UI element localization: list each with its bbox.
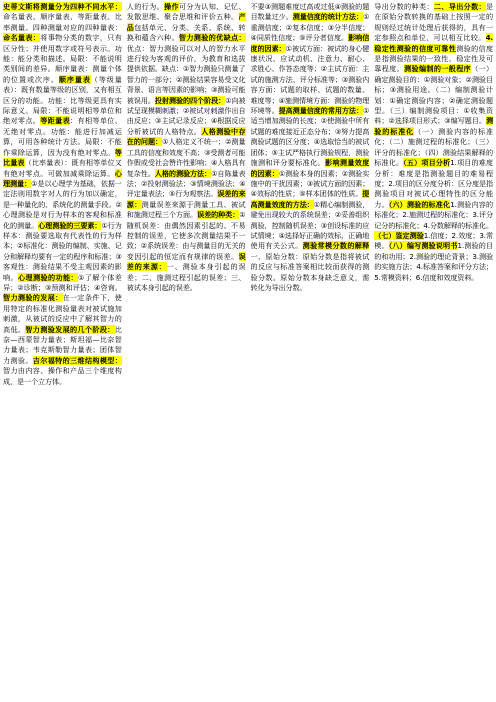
body-text: 优点：智力测验可以对人的智力水平进行较为客观的评价，为教育和选拔提供依据。缺点：①智力测验只测量了智力的一部分；②测验结果容易受文化背景、语言等因素的影响；③测验可能被误用。 [126, 43, 246, 105]
body-text: 1.信度；2.效度；3.常模。 [374, 230, 493, 251]
highlighted-heading: 顺序量表 [58, 74, 91, 84]
text-column-4 [374, 2, 493, 700]
highlighted-heading: 测验常模分数的解释 [302, 241, 370, 251]
highlighted-heading: 投射测验的四个阶段： [154, 95, 226, 105]
text-column-1 [3, 2, 122, 700]
highlighted-heading: 误差的种类： [197, 210, 240, 220]
highlighted-heading: 等距量表 [40, 116, 71, 126]
body-text: ①是以心理学为基础，依据一定法则用数字对人的行为加以确定，是一种量化的、系统化的测量手段。②心理测验是对行为样本的客观和标准化的测量。 [3, 178, 122, 230]
body-text: 1.项目的难度分析：难度是指测验题目的难易程度；2.项目的区分度分析：区分度是指测验项目对被试心理特性的区分能力。 [374, 158, 493, 209]
highlighted-heading: 人格的测验方法： [154, 168, 212, 178]
body-text: （等级量表）：既有数量等级的区别，又有相互区分的功能。功能：比等级更具有实际意义。局限：不能说明相等单位和绝对零点。 [3, 74, 122, 126]
highlighted-heading: 心理测量： [3, 168, 122, 188]
highlighted-heading: 史蒂文斯将测量分为四种不同水平： [3, 2, 122, 11]
highlighted-heading: 命名量表： [3, 33, 41, 43]
highlighted-heading: 二、导出分数： [433, 2, 486, 11]
body-text: ①重测信度；②复本信度；③分半信度；④同质性信度；⑤评分者信度。 [250, 12, 370, 43]
highlighted-heading: 测验的标准化 [374, 116, 493, 136]
body-text: ①被试方面：被试的身心健康状况、应试动机、注意力、耐心、求胜心、作答态度等；②主试方面：主试的施测方法、评分标准等；③测验内容方面：试题的取样、试题的数量、难度等；④施测情境方面：测验的物理环境等。 [250, 43, 370, 116]
body-text: （一）确定测验目的：①测验对象；②测验目标；③测验用途。（二）编制测验计划：①确定测验内容；②确定测验题型。（三）编制测验项目：①收集资料；②选择项目形式；③编写题目。 [374, 64, 493, 126]
body-text: 比奈—西蒙智力量表；斯坦福—比奈智力量表；韦克斯勒智力量表；团体智力测验。 [3, 324, 122, 365]
body-text: 一、测验本身引起的误差；二、施测过程引起的误差；三、被试本身引起的误差。 [126, 262, 246, 292]
highlighted-heading: 等比量表 [3, 147, 122, 168]
highlighted-heading: 4.稳定性测验的信度可靠性 [374, 33, 493, 53]
highlighted-heading: 智力测验的发展： [3, 293, 63, 303]
body-text: ①测验本身的因素；②测验实施中的干扰因素；③被试方面的因素；④效标的性质；⑤样本团体的性质。 [250, 168, 370, 199]
highlighted-heading: （五）项目分析 [403, 158, 451, 168]
body-text: 测验的信度是指测验结果的一致性、稳定性及可靠程度。 [374, 43, 493, 74]
highlighted-heading: 提高测量效度的方法： [250, 189, 370, 209]
text-column-3 [251, 2, 370, 700]
body-text: 包括单元、分类、关系、系统、转换和蕴含六种。 [126, 22, 246, 43]
highlighted-heading: （六）测验的标准化 [388, 199, 451, 209]
highlighted-heading: （七）鉴定测验 [374, 230, 424, 240]
body-text: 在一定条件下，使用特定的标准化测验量表对被试施加刺激，从被试的反应中了解其智力的高低。 [3, 293, 122, 334]
body-text: 将事物分类的数字，只有区分性；并使用数字或符号表示。功能：能分类和描述。局限：不能说明类别间的差异。顺序量表：测量个体的位置或次序。 [3, 33, 122, 84]
body-text: 人的行为。 [126, 2, 164, 11]
body-text: ①精心编制测验，避免出现较大的系统误差；②妥善组织测验，控制随机误差；③创设标准的应试情境；④选择好正确的效标，正确地使用有关公式。 [250, 199, 370, 251]
body-text: 一、原始分数：原始分数是指将被试的反应与标准答案相比较而获得的测验分数。原始分数本身缺乏意义，需转化为导出分数。 [250, 251, 370, 292]
body-text: （比率量表）：既有相等单位又有绝对零点。可做加减乘除运算。 [3, 158, 122, 178]
highlighted-heading: 吉尔福特的三维结构模型： [32, 355, 122, 365]
body-text: ：有相等单位、无绝对零点。功能：能进行加减运算，可用各种统计方法。局限：不能作乘除运算，因为没有绝对零点。 [3, 116, 122, 157]
highlighted-heading: 误差的来源： [126, 251, 246, 272]
highlighted-heading: 误差的来源： [126, 189, 246, 209]
highlighted-heading: 提高测量信度的常用方法： [278, 106, 363, 116]
body-text: ①自陈量表法；②投射测验法；③情境测验法；④评定量表法；⑤行为观察法。 [126, 168, 246, 199]
body-text: ①向被试呈现模糊刺激；②被试对刺激作出自由反应；③主试记录反应；④根据反应分析被试的人格特点。 [126, 95, 246, 136]
body-text: 不要③测题难度过高或过低④测验的题目数量过少。 [250, 2, 370, 22]
body-text: （一）测验内容的标准化；（二）施测过程的标准化；（三）评分的标准化；（四）测验结果解释的标准化。 [374, 126, 493, 168]
highlighted-heading: 影响信度的因素： [250, 33, 370, 53]
highlighted-heading: 测验编制的一般程序 [404, 64, 472, 74]
body-text: 导出分数的种类： [374, 2, 434, 11]
highlighted-heading: 操作 [164, 2, 179, 11]
highlighted-heading: （八）编写测验说明书 [388, 241, 458, 251]
highlighted-heading: 心理测验的三要素： [38, 220, 102, 230]
text-column-2 [127, 2, 246, 700]
body-text: 测量误差来源于测量工具、被试和施测过程三个方面。 [126, 199, 246, 220]
body-text: 1.测验内容的标准化；2.施测过程的标准化；3.评分记分的标准化；4.分数解释的标准化。 [374, 199, 493, 230]
highlighted-heading: 影响测量效度的因素： [250, 158, 370, 178]
body-text: ①随机误差：由偶然因素引起的、不易控制的误差，它使多次测量结果不一致；②系统误差：由与测量目的无关的变因引起的恒定而有规律的误差。 [126, 210, 246, 261]
body-text: 是在原始分数转换的基础上按照一定的规则经过统计处理后获得的，具有一定参照点和单位，可以相互比较。 [374, 2, 493, 43]
highlighted-heading: 智力测验的优缺点： [178, 33, 246, 43]
body-text: 智力由内容、操作和产品三个维度构成，是一个立方体。 [3, 366, 122, 386]
body-text: ①了解个体差异；②诊断；③预测和评估；④咨询。 [3, 272, 122, 292]
body-text: ①人格定义不统一；②测量工具的信度和效度不高；③受测者可能作假或受社会赞许性影响；④人格具有复杂性。 [126, 137, 246, 178]
body-text: ①适当增加测验的长度；②使测验中所有试题的难度接近正态分布；③努力提高测验试题的区分度；④选取恰当的被试团体；⑤主试严格执行测验规程，测验施测和评分要标准化。 [250, 106, 370, 168]
body-text: 1.测验的目的和功用；2.测验的理论背景；3.测验的实施方法；4.标准答案和评分方法；5.常模资料；6.信度和效度资料。 [374, 241, 493, 282]
highlighted-heading: 心理测验的功能： [18, 272, 78, 282]
body-text: ①行为样本：测验要选取有代表性的行为样本；②标准化：测验的编制、实施、记分和解释均要有一定的程序和标准；③客观性：测验结果不受主观因素的影响。 [3, 220, 122, 282]
body-text: 命名量表、顺序量表、等距量表、比率测量。四种测量对应的四种量表： [3, 12, 122, 32]
highlighted-heading: 智力测验发展的几个阶段： [25, 324, 115, 334]
body-text: 可分为认知、记忆、发散思维、聚合思维和评价五种。 [126, 2, 246, 22]
highlighted-heading: 人格测验中存在的问题： [126, 126, 246, 147]
highlighted-heading: 测量信度的统计方法： [292, 12, 363, 22]
highlighted-heading: 产品 [126, 12, 246, 32]
